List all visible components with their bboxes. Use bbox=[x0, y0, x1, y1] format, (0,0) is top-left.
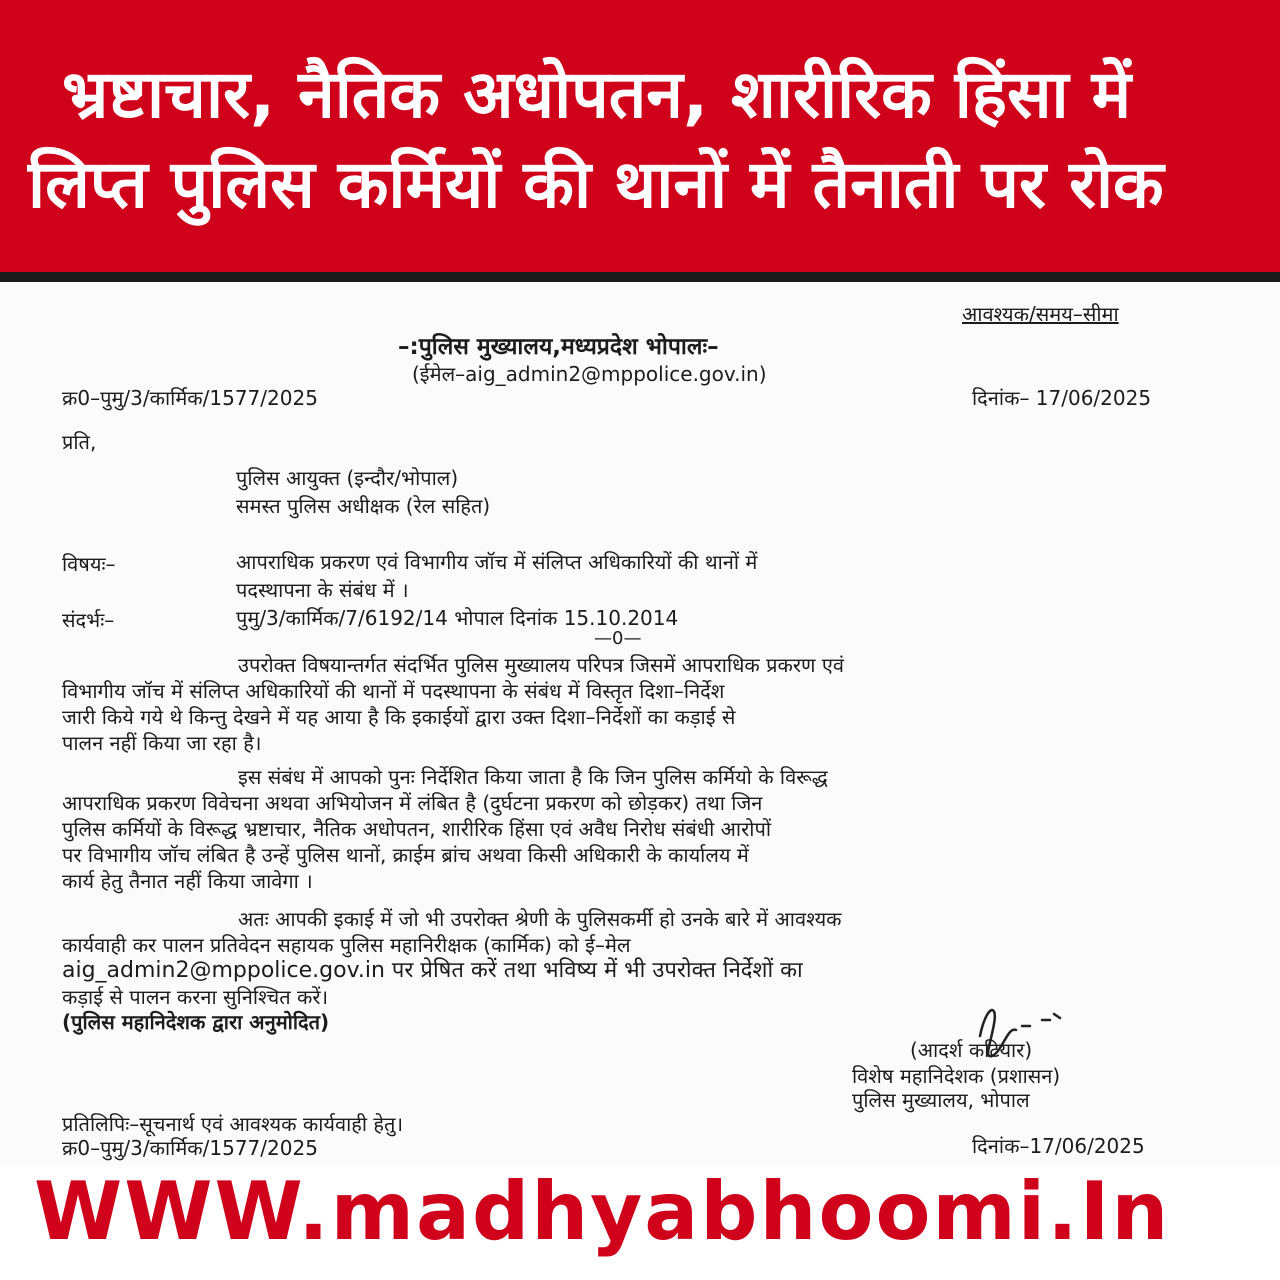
recipient-2: समस्त पुलिस अधीक्षक (रेल सहित) bbox=[236, 494, 491, 518]
reference-number: क्र0–पुमु/3/कार्मिक/1577/2025 bbox=[62, 386, 318, 410]
paragraph-3 bbox=[62, 906, 1270, 1010]
office-header: –:पुलिस मुख्यालय,मध्यप्रदेश भोपालः– bbox=[398, 334, 719, 360]
paragraph-1 bbox=[62, 652, 1270, 756]
paragraph-1-line: पालन नहीं किया जा रहा है। bbox=[62, 731, 262, 755]
paragraph-2-line: आपराधिक प्रकरण विवेचना अथवा अभियोजन में लंबित है (दुर्घटना प्रकरण को छोड़कर) तथा जिन bbox=[62, 791, 763, 815]
signatory-name: (आदर्श कटियार) bbox=[910, 1038, 1033, 1062]
headline-line-1: भ्रष्टाचार, नैतिक अधोपतन, शारीरिक हिंसा में bbox=[62, 56, 1132, 133]
paragraph-3-line: aig_admin2@mppolice.gov.in पर प्रेषित करें तथा भविष्य में भी उपरोक्त निर्देशों का bbox=[62, 958, 803, 983]
approval-note: (पुलिस महानिदेशक द्वारा अनुमोदित) bbox=[62, 1010, 330, 1034]
paragraph-2-line: पर विभागीय जॉच लंबित है उन्हें पुलिस थानों, क्राईम ब्रांच अथवा किसी अधिकारी के कार्यालय में bbox=[62, 843, 749, 867]
letter-date: दिनांक– 17/06/2025 bbox=[972, 386, 1152, 410]
banner-divider bbox=[0, 272, 1280, 282]
paragraph-2-line: कार्य हेतु तैनात नहीं किया जावेगा । bbox=[62, 869, 313, 893]
reference-label: संदर्भः– bbox=[62, 608, 115, 632]
office-email: (ईमेल–aig_admin2@mppolice.gov.in) bbox=[412, 362, 767, 386]
website-url: WWW.madhyabhoomi.In bbox=[34, 1165, 1171, 1258]
signatory-title: विशेष महानिदेशक (प्रशासन) bbox=[852, 1064, 1061, 1088]
paragraph-2 bbox=[62, 764, 1270, 894]
paragraph-1-line: विभागीय जॉच में संलिप्त अधिकारियों की थानों में पदस्थापना के संबंध में विस्तृत दिशा–निर्देश bbox=[62, 679, 725, 703]
paragraph-2-line: इस संबंध में आपको पुनः निर्देशित किया जाता है कि जिन पुलिस कर्मियो के विरूद्ध bbox=[238, 765, 828, 789]
signatory-office: पुलिस मुख्यालय, भोपाल bbox=[852, 1088, 1030, 1112]
paragraph-3-line: अतः आपकी इकाई में जो भी उपरोक्त श्रेणी के पुलिसकर्मी हो उनके बारे में आवश्यक bbox=[238, 907, 842, 931]
subject-label: विषयः– bbox=[62, 552, 116, 576]
paragraph-1-line: उपरोक्त विषयान्तर्गत संदर्भित पुलिस मुख्यालय परिपत्र जिसमें आपराधिक प्रकरण एवं bbox=[238, 653, 845, 677]
paragraph-2-line: पुलिस कर्मियों के विरूद्ध भ्रष्टाचार, नैतिक अधोपतन, शारीरिक हिंसा एवं अवैध निरोध संबंधी आरोपों bbox=[62, 817, 772, 841]
headline-banner bbox=[0, 0, 1280, 272]
paragraph-3-line: कड़ाई से पालन करना सुनिश्चित करें। bbox=[62, 985, 329, 1009]
separator-mark: —0— bbox=[594, 628, 642, 649]
priority-label: आवश्यक/समय–सीमा bbox=[962, 302, 1119, 326]
copy-label: प्रतिलिपिः–सूचनार्थ एवं आवश्यक कार्यवाही हेतु। bbox=[62, 1112, 404, 1136]
paragraph-1-line: जारी किये गये थे किन्तु देखने में यह आया है कि इकाईयों द्वारा उक्त दिशा–निर्देशों का कड़ाई से bbox=[62, 705, 736, 729]
copy-date: दिनांक–17/06/2025 bbox=[972, 1134, 1145, 1158]
subject-line-1: आपराधिक प्रकरण एवं विभागीय जॉच में संलिप्त अधिकारियों की थानों में bbox=[236, 550, 758, 574]
headline-line-2: लिप्त पुलिस कर्मियों की थानों में तैनाती पर रोक bbox=[28, 146, 1164, 223]
copy-reference-number: क्र0–पुमु/3/कार्मिक/1577/2025 bbox=[62, 1136, 318, 1160]
paragraph-3-line: कार्यवाही कर पालन प्रतिवेदन सहायक पुलिस महानिरीक्षक (कार्मिक) को ई–मेल bbox=[62, 933, 631, 957]
subject-line-2: पदस्थापना के संबंध में । bbox=[236, 578, 409, 602]
to-label: प्रति, bbox=[62, 430, 97, 454]
recipient-1: पुलिस आयुक्त (इन्दौर/भोपाल) bbox=[236, 466, 459, 490]
reference-text: पुमु/3/कार्मिक/7/6192/14 भोपाल दिनांक 15.10.2014 bbox=[236, 606, 679, 630]
